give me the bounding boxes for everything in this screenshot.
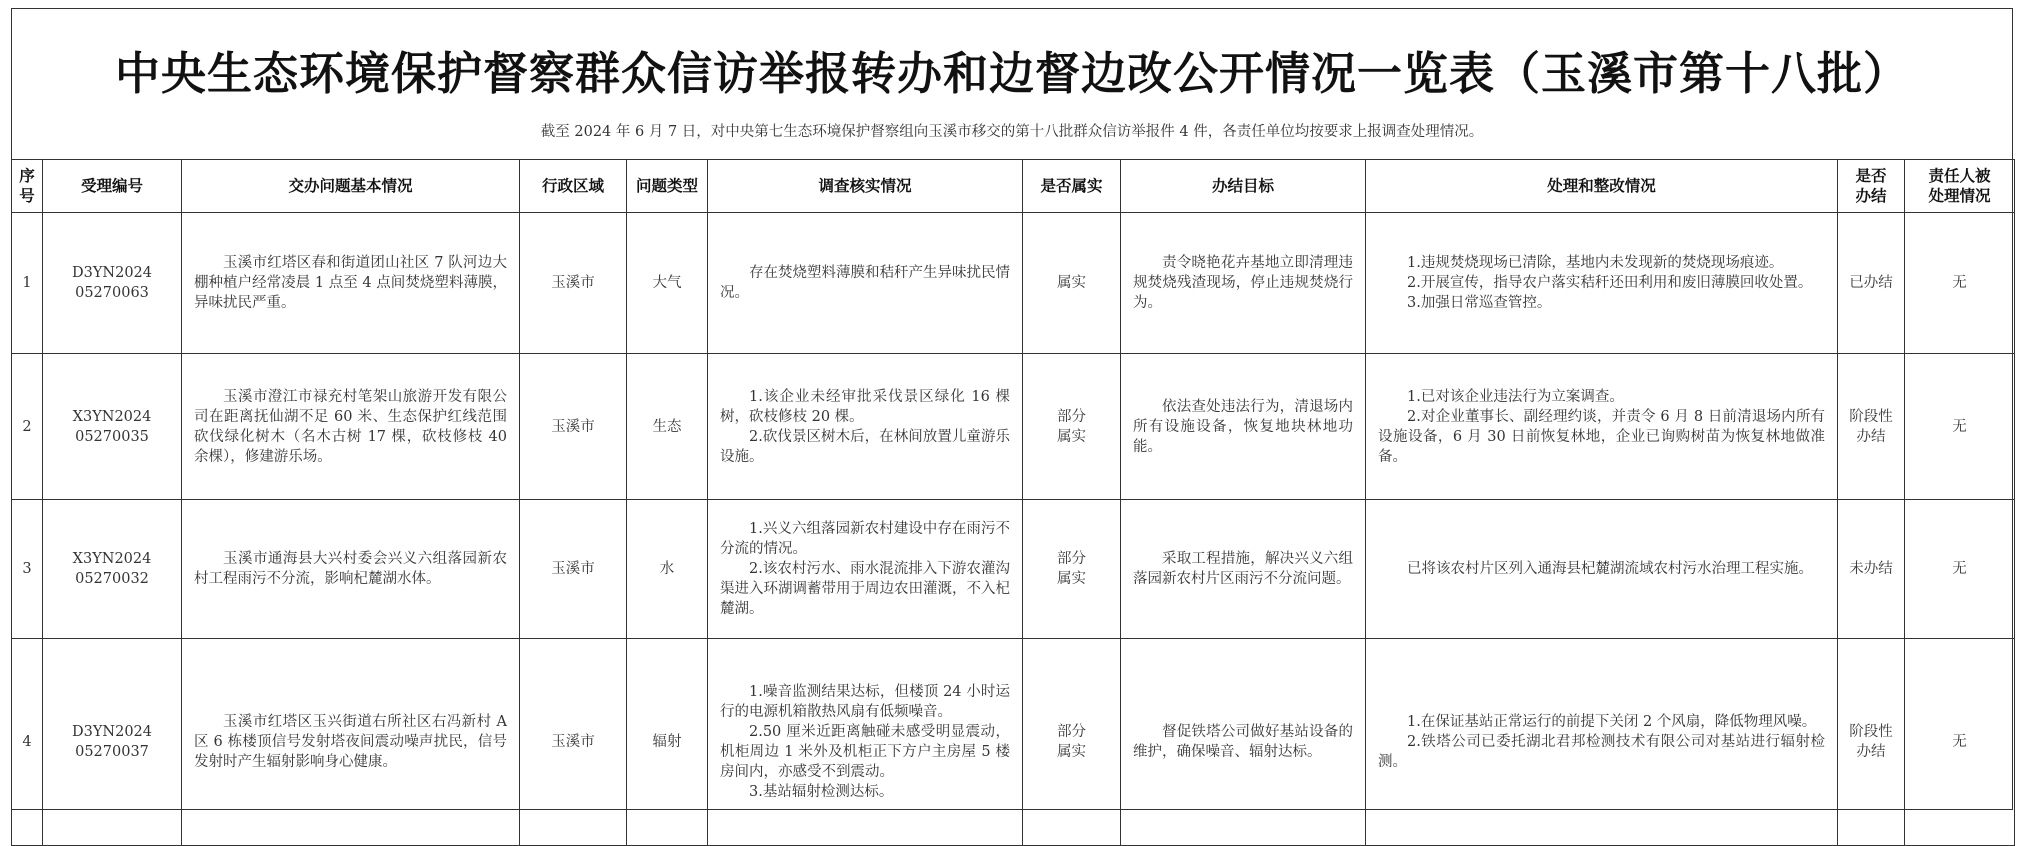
header-seq: 序 号: [12, 160, 43, 213]
cell-closed: [1838, 354, 1905, 500]
investigation-line: 1.噪音监测结果达标，但楼顶 24 小时运行的电源机箱散热风扇有低频噪音。: [720, 684, 1010, 720]
header-type: 问题类型: [627, 160, 708, 213]
goal-text: 督促铁塔公司做好基站设备的维护，确保噪音、辐射达标。: [1133, 724, 1353, 760]
cell-closed: [1838, 639, 1905, 846]
area-text: 玉溪市: [551, 561, 595, 577]
cell-area: [520, 213, 627, 354]
cell-type: [627, 213, 708, 354]
cell-handling: [1366, 354, 1838, 500]
row-number: 4: [22, 734, 32, 750]
table-row: [12, 639, 2015, 846]
accountability-text: 无: [1952, 418, 1967, 435]
cell-seq: [12, 354, 43, 500]
closed-status: 阶段性: [1849, 724, 1893, 740]
cell-verified: [1023, 213, 1121, 354]
closed-status: 阶段性: [1849, 408, 1893, 425]
table-row: [12, 500, 2015, 639]
cell-investigation: [708, 354, 1023, 500]
header-issue: 交办问题基本情况: [182, 160, 520, 213]
cell-seq: [12, 500, 43, 639]
header-closed: 是否 办结: [1838, 160, 1905, 213]
cell-area: [520, 639, 627, 846]
investigation-line: 2.砍伐景区树木后，在林间放置儿童游乐设施。: [720, 428, 1010, 465]
type-text: 水: [659, 561, 675, 577]
issue-text: 玉溪市澄江市禄充村笔架山旅游开发有限公司在距离抚仙湖不足 60 米、生态保护红线范围砍伐绿化树木（名木古树 17 棵，砍枝修枝 40 余棵），修建游乐场。: [194, 388, 507, 465]
page-title: 中央生态环境保护督察群众信访举报转办和边督边改公开情况一览表（玉溪市第十八批）: [114, 47, 1909, 100]
case-number-line: 05270032: [75, 571, 149, 587]
case-number-line: 05270035: [75, 428, 149, 445]
case-number-line: 05270037: [75, 744, 149, 760]
verified-text: 部分: [1057, 724, 1086, 740]
area-text: 玉溪市: [551, 275, 595, 291]
cell-verified: [1023, 354, 1121, 500]
table-body: [12, 213, 2015, 846]
cell-handling: [1366, 213, 1838, 354]
page-subtitle: 截至 2024 年 6 月 7 日，对中央第七生态环境保护督察组向玉溪市移交的第十八批群众信访举报件 4 件，各责任单位均按要求上报调查处理情况。: [540, 124, 1484, 140]
cell-issue: [182, 213, 520, 354]
table-row: [12, 213, 2015, 354]
investigation-line: 3.基站辐射检测达标。: [749, 784, 894, 800]
issue-text: 玉溪市红塔区玉兴街道右所社区右冯新村 A 区 6 栋楼顶信号发射塔夜间震动噪声扰民，信号发射时产生辐射影响身心健康。: [194, 714, 507, 770]
header-accountability: 责任人被 处理情况: [1905, 160, 2015, 213]
case-number-line: D3YN2024: [71, 724, 152, 740]
cell-issue: [182, 639, 520, 846]
cell-handling: [1366, 639, 1838, 846]
cell-issue: [182, 500, 520, 639]
closed-status: 未办结: [1849, 561, 1893, 577]
cell-accountability: [1905, 639, 2015, 846]
report-table: [11, 159, 2015, 846]
handling-line: 3.加强日常巡查管控。: [1407, 295, 1552, 311]
cell-issue: [182, 354, 520, 500]
verified-text: 部分: [1057, 408, 1086, 425]
type-text: 生态: [652, 418, 682, 435]
cell-verified: [1023, 639, 1121, 846]
cell-accountability: [1905, 500, 2015, 639]
accountability-text: 无: [1952, 561, 1967, 577]
cell-goal: [1121, 354, 1366, 500]
handling-line: 1.已对该企业违法行为立案调查。: [1407, 388, 1624, 405]
cell-goal: [1121, 213, 1366, 354]
cell-handling: [1366, 500, 1838, 639]
cell-closed: [1838, 213, 1905, 354]
cell-closed: [1838, 500, 1905, 639]
issue-text: 玉溪市通海县大兴村委会兴义六组落园新农村工程雨污不分流，影响杞麓湖水体。: [194, 551, 507, 587]
cell-investigation: [708, 213, 1023, 354]
handling-line: 已将该农村片区列入通海县杞麓湖流域农村污水治理工程实施。: [1407, 561, 1813, 577]
cell-accountability: [1905, 213, 2015, 354]
cell-area: [520, 354, 627, 500]
header-investigation: 调查核实情况: [708, 160, 1023, 213]
issue-text: 玉溪市红塔区春和街道团山社区 7 队河边大棚种植户经常凌晨 1 点至 4 点间焚烧塑料薄膜，异味扰民严重。: [194, 255, 507, 311]
cell-seq: [12, 639, 43, 846]
cell-verified: [1023, 500, 1121, 639]
verified-text: 属实: [1057, 428, 1086, 445]
cell-investigation: [708, 500, 1023, 639]
type-text: 辐射: [652, 734, 682, 750]
verified-text: 部分: [1057, 551, 1086, 567]
case-number-line: D3YN2024: [71, 265, 152, 281]
cell-seq: [12, 213, 43, 354]
handling-line: 1.违规焚烧现场已清除，基地内未发现新的焚烧现场痕迹。: [1407, 255, 1784, 271]
cell-case-no: [43, 639, 182, 846]
handling-line: 2.对企业董事长、副经理约谈，并责令 6 月 8 日前清退场内所有设施设备，6 月 30 日前恢复林地，企业已询购树苗为恢复林地做准备。: [1378, 408, 1825, 465]
accountability-text: 无: [1952, 275, 1967, 291]
cell-investigation: [708, 639, 1023, 846]
cell-type: [627, 639, 708, 846]
table-header-row: [12, 160, 2015, 213]
investigation-line: 1.兴义六组落园新农村建设中存在雨污不分流的情况。: [720, 521, 1010, 557]
header-case-no: 受理编号: [43, 160, 182, 213]
case-number-line: X3YN2024: [72, 551, 152, 567]
header-area: 行政区域: [520, 160, 627, 213]
investigation-line: 存在焚烧塑料薄膜和秸秆产生异味扰民情况。: [720, 265, 1010, 301]
cell-goal: [1121, 639, 1366, 846]
verified-text: 属实: [1057, 571, 1086, 587]
cell-goal: [1121, 500, 1366, 639]
closed-status: 办结: [1856, 744, 1886, 760]
handling-line: 2.开展宣传，指导农户落实秸秆还田利用和废旧薄膜回收处置。: [1407, 275, 1813, 291]
table-row: [12, 354, 2015, 500]
document-sheet: [11, 8, 2013, 810]
verified-text: 属实: [1057, 744, 1086, 760]
cell-case-no: [43, 354, 182, 500]
closed-status: 办结: [1856, 428, 1886, 445]
handling-line: 2.铁塔公司已委托湖北君邦检测技术有限公司对基站进行辐射检测。: [1378, 734, 1825, 770]
row-number: 3: [22, 561, 32, 577]
cell-case-no: [43, 213, 182, 354]
handling-line: 1.在保证基站正常运行的前提下关闭 2 个风扇，降低物理风噪。: [1407, 714, 1817, 730]
case-number-line: X3YN2024: [72, 408, 152, 425]
header-handling: 处理和整改情况: [1366, 160, 1838, 213]
goal-text: 依法查处违法行为，清退场内所有设施设备，恢复地块林地功能。: [1133, 398, 1353, 455]
row-number: 1: [22, 275, 32, 291]
verified-text: 属实: [1057, 275, 1086, 291]
cell-type: [627, 354, 708, 500]
goal-text: 责令晓艳花卉基地立即清理违规焚烧残渣现场，停止违规焚烧行为。: [1133, 255, 1353, 311]
area-text: 玉溪市: [551, 418, 595, 435]
case-number-line: 05270063: [75, 285, 149, 301]
investigation-line: 2.50 厘米近距离触碰未感受明显震动，机柜周边 1 米外及机柜正下方户主房屋 5 楼房间内，亦感受不到震动。: [720, 724, 1010, 780]
closed-status: 已办结: [1849, 275, 1893, 291]
cell-type: [627, 500, 708, 639]
cell-case-no: [43, 500, 182, 639]
area-text: 玉溪市: [551, 734, 595, 750]
accountability-text: 无: [1952, 734, 1967, 750]
header-verified: 是否属实: [1023, 160, 1121, 213]
cell-accountability: [1905, 354, 2015, 500]
cell-area: [520, 500, 627, 639]
header-goal: 办结目标: [1121, 160, 1366, 213]
type-text: 大气: [652, 275, 682, 291]
goal-text: 采取工程措施，解决兴义六组落园新农村片区雨污不分流问题。: [1133, 551, 1353, 587]
row-number: 2: [22, 418, 32, 435]
investigation-line: 2.该农村污水、雨水混流排入下游农灌沟渠进入环湖调蓄带用于周边农田灌溉，不入杞麓湖。: [720, 561, 1010, 617]
investigation-line: 1.该企业未经审批采伐景区绿化 16 棵树，砍枝修枝 20 棵。: [720, 388, 1010, 425]
